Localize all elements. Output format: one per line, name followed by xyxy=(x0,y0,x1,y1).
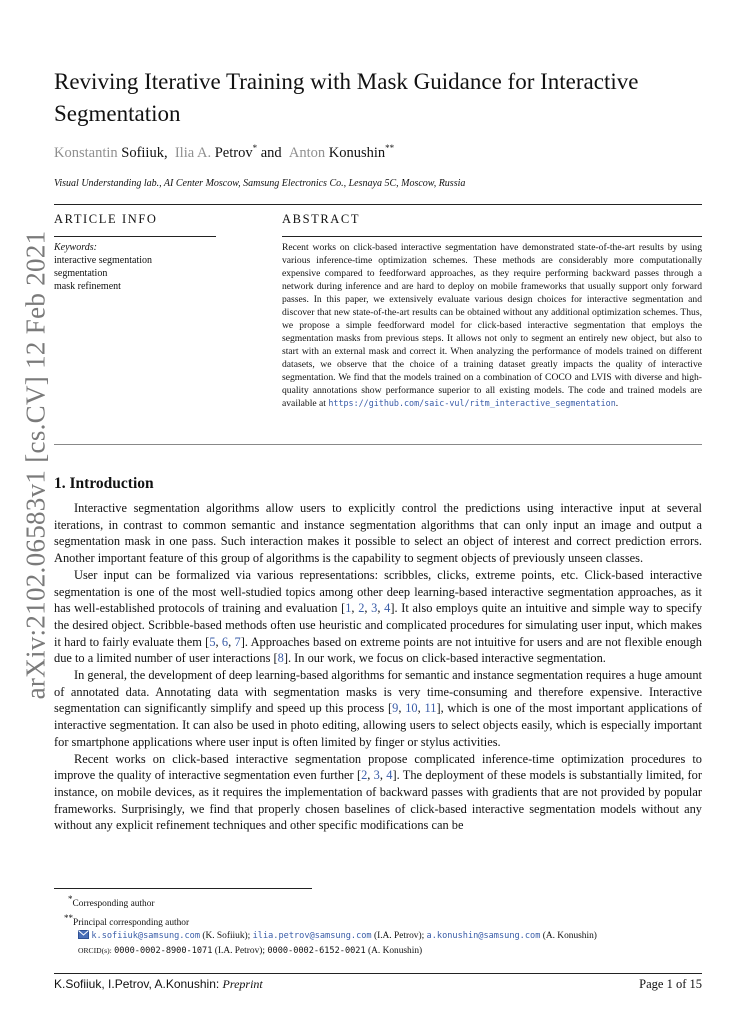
article-info-heading: ARTICLE INFO xyxy=(54,212,158,226)
abstract-heading: ABSTRACT xyxy=(282,212,361,226)
page-number: Page 1 of 15 xyxy=(639,977,702,991)
citation-link[interactable]: 5 xyxy=(209,634,216,649)
author-family-name: Konushin xyxy=(328,144,386,161)
citation-link[interactable]: 2 xyxy=(361,768,368,783)
code-url-link[interactable]: https://github.com/saic-vul/ritm_interactive_segmentation xyxy=(328,398,616,408)
citation-link[interactable]: 4 xyxy=(384,601,391,616)
paragraph: User input can be formalized via various representations: scribbles, clicks, extreme points, etc. Click-based interactive segmentation is one of the most well-studied topics among other deep learning-based interactive segmentation approaches, as it has well-established protocols of training and evaluation [1, 2, 3, 4]. It also employs quite an intuitive and simple way to specify the desired object. Scribble-based methods often use heuristic and complicated procedures for simulating user input, which makes it hard to fairly evaluate them [5, 6, 7]. Approaches based on extreme points are not intuitive for users and are not flexible enough due to a limited number of user interactions [8]. In our work, we focus on click-based interactive segmentation. xyxy=(54,567,703,666)
citation-link[interactable]: 10 xyxy=(405,701,418,716)
footnote-divider xyxy=(54,888,312,889)
article-info-rule xyxy=(54,236,216,237)
author-given-name: Ilia A. xyxy=(174,144,212,161)
abstract-body: Recent works on click-based interactive segmentation have demonstrated state-of-the-art results by using various inference-time optimization schemes. These methods are considerably more computationally expensive compared to feedforward approaches, as they require performing backward passes through a network during inference and are hard to deploy on mobile frameworks that usually support only forward passes. In this paper, we extensively evaluate various design choices for interactive segmentation and discover that new state-of-the-art results can be obtained without any additional optimization schemes. Thus, we propose a simple feedforward model for click-based interactive segmentation that employs the segmentation masks from previous steps. It allows not only to segment an entirely new object, but also to start with an external mask and correct it. When analyzing the performance of models trained on different datasets, we observe that the choice of a training dataset greatly impacts the quality of interactive segmentation. We find that the models trained on a combination of COCO and LVIS with diverse and high-quality annotations show performance superior to all existing models. The code and trained models are available at xyxy=(282,242,702,409)
introduction-body xyxy=(54,500,702,834)
keywords-block xyxy=(54,241,152,293)
author-and: and xyxy=(260,144,282,161)
author-list xyxy=(54,143,394,162)
keyword: segmentation xyxy=(54,268,108,279)
citation-link[interactable]: 3 xyxy=(373,768,380,783)
author-family-name: Sofiiuk, xyxy=(121,144,168,161)
citation-link[interactable]: 1 xyxy=(345,601,352,616)
author-given-name: Anton xyxy=(288,144,326,161)
footer-preprint: Preprint xyxy=(222,977,263,991)
affiliation: Visual Understanding lab., AI Center Moscow, Samsung Electronics Co., Lesnaya 5C, Moscow, Russia xyxy=(54,178,466,189)
envelope-icon xyxy=(78,930,89,939)
citation-link[interactable]: 11 xyxy=(424,701,437,716)
header-divider xyxy=(54,204,702,205)
author-given-name: Konstantin xyxy=(54,144,118,161)
abstract-text xyxy=(282,241,702,410)
email-link[interactable]: k.sofiiuk@samsung.com xyxy=(91,931,200,942)
footnote-orcid: ORCID(s): 0000-0002-8900-1071 (I.A. Petrov); 0000-0002-6152-0021 (A. Konushin) xyxy=(78,945,423,956)
keyword: interactive segmentation xyxy=(54,255,153,266)
footnote-principal: **Principal corresponding author xyxy=(64,912,190,928)
citation-link[interactable]: 8 xyxy=(277,651,284,666)
keyword: mask refinement xyxy=(54,281,121,292)
orcid-id: 0000-0002-6152-0021 xyxy=(267,945,366,956)
orcid-id: 0000-0002-8900-1071 xyxy=(114,945,213,956)
orcid-label: ORCID(s): xyxy=(78,945,112,955)
paragraph: Interactive segmentation algorithms allow users to explicitly control the predictions using interactive input at several iterations, in contrast to common semantic and instance segmentation algorithms that can only input an image and output a segmentation mask in one pass. Such interaction makes it possible to select an object of interest and correct prediction errors. Another important feature of this group of algorithms is the capability to segment objects of previously unseen classes. xyxy=(54,501,702,566)
author-family-name: Petrov xyxy=(214,144,253,161)
citation-link[interactable]: 2 xyxy=(358,601,365,616)
citation-link[interactable]: 6 xyxy=(221,634,229,649)
citation-link[interactable]: 9 xyxy=(392,701,399,716)
footer-divider xyxy=(54,973,702,974)
abstract-end: . xyxy=(615,398,619,409)
author-mark: * xyxy=(252,143,258,153)
citation-link[interactable]: 3 xyxy=(371,601,378,616)
footnote-emails: k.sofiiuk@samsung.com (K. Sofiiuk); ilia.petrov@samsung.com (I.A. Petrov); a.konushin@samsung.com (A. Konushin) xyxy=(78,930,597,944)
abstract-rule xyxy=(282,236,702,237)
section-heading-introduction: 1. Introduction xyxy=(54,475,154,492)
footnotes xyxy=(64,893,597,958)
citation-link[interactable]: 7 xyxy=(234,634,241,649)
keywords-label: Keywords: xyxy=(54,242,97,253)
paragraph: In general, the development of deep learning-based algorithms for semantic and instance segmentation requires a huge amount of annotated data. Annotating data with segmentation masks is very time-consuming and therefore expensive. Interactive segmentation can significantly simplify and speed up this process [9, 10, 11], which is one of the most important applications of interactive segmentation. It can also be used in photo editing, allowing users to select objects easily, which is especially important for smartphone applications where user input is often limited by finger or stylus activities. xyxy=(54,668,702,749)
citation-link[interactable]: 4 xyxy=(386,768,393,783)
abstract-divider xyxy=(54,444,702,445)
paragraph: Recent works on click-based interactive segmentation propose complicated inference-time optimization procedures to improve the quality of interactive segmentation even further [2, 3, 4]. The deployment of these models is substantially limited, for instance, on mobile devices, as it requires the implementation of backward passes with gradients that are not provided by popular frameworks. Surprisingly, we find that properly chosen baselines of click-based interactive segmentation models without any without any explicit refinement techniques and other specific modifications can be xyxy=(54,751,702,833)
author-mark: ** xyxy=(385,143,395,153)
arxiv-sidebar-stamp: arXiv:2102.06583v1 [cs.CV] 12 Feb 2021 xyxy=(20,230,51,700)
email-link[interactable]: a.konushin@samsung.com xyxy=(426,931,541,942)
email-link[interactable]: ilia.petrov@samsung.com xyxy=(252,931,372,942)
paper-title: Reviving Iterative Training with Mask Guidance for Interactive Segmentation xyxy=(54,69,639,126)
footer-running-head: K.Sofiiuk, I.Petrov, A.Konushin: Preprint xyxy=(54,977,263,991)
footnote-corresponding: *Corresponding author xyxy=(68,894,155,910)
